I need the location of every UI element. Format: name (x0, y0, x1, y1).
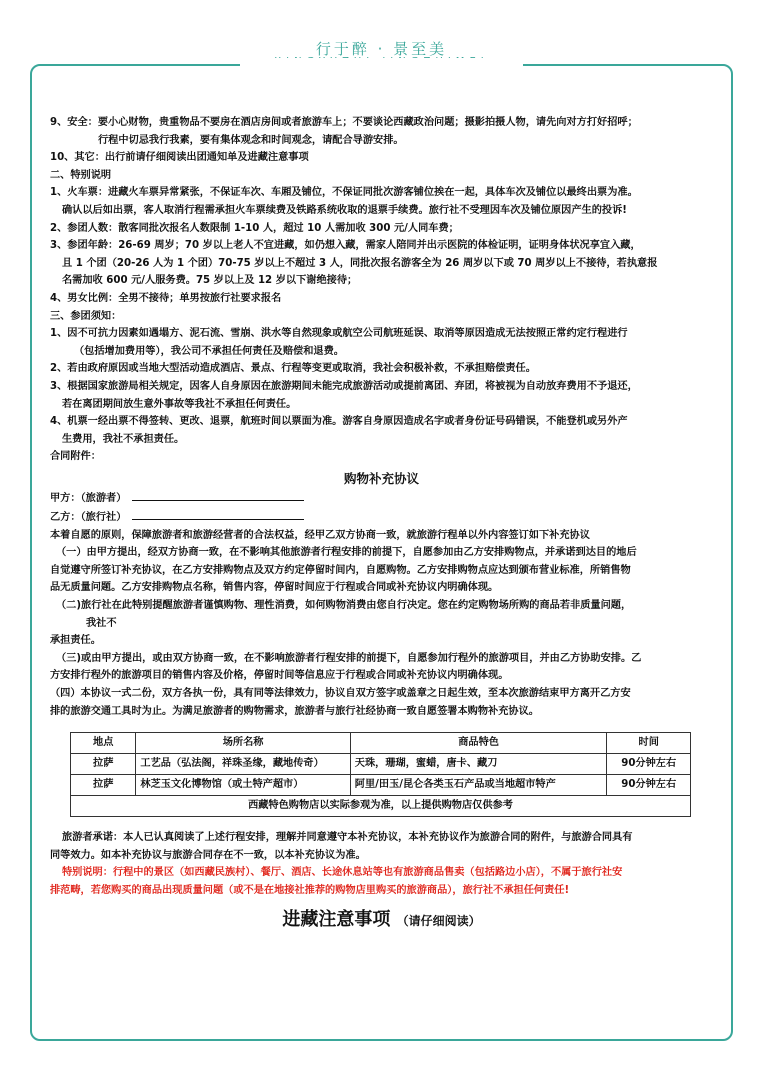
force-majeure-line-cont: （包括增加费用等），我公司不承担任何责任及赔偿和退费。 (74, 345, 344, 357)
agreement-paragraph: 排的旅游交通工具时为止。为满足旅游者的购物需求，旅游者与旅行社经协商一致自愿签署本购物补充协议。 (50, 705, 539, 717)
safety-line-cont: 行程中切忌我行我素，要有集体观念和时间观念，请配合导游安排。 (98, 134, 404, 146)
agreement-paragraph: 本着自愿的原则，保障旅游者和旅游经营者的合法权益，经甲乙双方协商一致，就旅游行程单以外内容签订如下补充协议 (50, 529, 590, 541)
group-size-line: 2、参团人数：散客同批次报名人数限制 1-10 人，超过 10 人需加收 300 元/人同车费； (50, 222, 459, 234)
table-header-cell: 商品特色 (350, 733, 607, 754)
party-b-label: 乙方：（旅行社） (50, 512, 127, 524)
table-header-cell: 地点 (71, 733, 136, 754)
special-note-line: 特别说明：行程中的景区（如西藏民族村）、餐厅、酒店、长途休息站等也有旅游商品售卖（包括路边小店），不属于旅行社安 (62, 867, 623, 879)
section-heading-special: 二、特别说明 (50, 169, 112, 181)
tibet-notice-title-sub: （请仔细阅读） (396, 913, 481, 928)
commitment-line-cont: 同等效力。如本补充协议与旅游合同存在不一致，以本补充协议为准。 (50, 849, 366, 861)
table-note: 西藏特色购物店以实际参观为准，以上提供购物店仅供参考 (71, 796, 691, 817)
table-header-cell: 时间 (607, 733, 691, 754)
table-cell: 90分钟左右 (607, 754, 691, 775)
agreement-paragraph: 承担责任。 (50, 635, 101, 647)
special-note-line-cont: 排范畴，若您购买的商品出现质量问题（或不是在地接社推荐的购物店里购买的旅游商品），旅行社不承担任何责任! (50, 884, 570, 896)
train-ticket-line: 1、火车票：进藏火车票异常紧张，不保证车次、车厢及铺位，不保证同批次游客铺位挨在一起，具体车次及铺位以最终出票为准。 (50, 187, 638, 199)
flight-ticket-line: 4、机票一经出票不得签转、更改、退票，航班时间以票面为准。游客自身原因造成名字或者身份证号码错误，不能登机或另外产 (50, 416, 628, 428)
agreement-paragraph: （一）由甲方提出，经双方协商一致，在不影响其他旅游者行程安排的前提下，自愿参加由乙方安排购物点，并承诺到达目的地后 (56, 547, 637, 559)
age-line: 3、参团年龄：26-69 周岁；70 岁以上老人不宜进藏，如仍想入藏，需家人陪同并出示医院的体检证明，证明身体状况享宜入藏， (50, 240, 641, 252)
agreement-paragraph: （二)旅行社在此特别提醒旅游者谨慎购物、理性消费，如何购物消费由您自行决定。您在约定购物场所购的商品若非质量问题， (56, 600, 632, 612)
brand-name-cn: 行于醉 · 景至美 (315, 40, 448, 58)
table-cell: 林芝玉文化博物馆（或土特产超市） (136, 775, 350, 796)
party-a-blank (132, 489, 304, 501)
party-a-label: 甲方：（旅游者） (50, 493, 127, 505)
agreement-paragraph: 方安排行程外的旅游项目的销售内容及价格，停留时间等信息应于行程或合同或补充协议内明确体现。 (50, 670, 509, 682)
party-a-line (50, 489, 713, 508)
regulation-line: 3、根据国家旅游局相关规定，因客人自身原因在旅游期间未能完成旅游活动或提前离团、弃团，将被视为自动放弃费用不予退还， (50, 380, 638, 392)
table-header-cell: 场所名称 (136, 733, 350, 754)
contract-attachment-heading: 合同附件： (50, 451, 101, 463)
agreement-paragraph: 我社不 (86, 617, 117, 629)
force-majeure-line: 1、因不可抗力因素如遇塌方、泥石流、雪崩、洪水等自然现象或航空公司航班延误、取消等原因造成无法按照正常约定行程进行 (50, 328, 628, 340)
document-content (50, 114, 713, 933)
regulation-line-cont: 若在离团期间放生意外事故等我社不承担任何责任。 (62, 398, 297, 410)
party-b-blank (132, 508, 304, 520)
shopping-table (70, 732, 691, 817)
party-b-line (50, 508, 713, 527)
table-cell: 90分钟左右 (607, 775, 691, 796)
safety-line: 9、安全：要小心财物，贵重物品不要房在酒店房间或者旅游车上；不要谈论西藏政治问题；摄影拍摄人物，请先向对方打好招呼； (50, 117, 638, 128)
table-row (71, 754, 691, 775)
table-cell: 工艺品（弘法阁，祥珠圣缘，藏地传奇） (136, 754, 350, 775)
tibet-notice-title (50, 908, 713, 933)
section-heading-notice: 三、参团须知： (50, 310, 122, 322)
table-cell: 阿里/田玉/昆仑各类玉石产品或当地超市特产 (350, 775, 607, 796)
age-line-cont-1: 且 1 个团（20-26 人为 1 个团）70-75 岁以上不超过 3 人，同批次报名游客全为 26 周岁以下或 70 周岁以上不接待，若执意报 (62, 257, 658, 269)
government-line: 2、若由政府原因或当地大型活动造成酒店、景点、行程等变更或取消，我社会积极补救，不承担赔偿责任。 (50, 363, 536, 375)
train-ticket-complaint-text: 旅行社不受理因车次及铺位原因产生的投诉! (428, 204, 627, 216)
agreement-title: 购物补充协议 (343, 470, 419, 486)
table-header-row (71, 733, 691, 754)
flight-ticket-line-cont: 生费用，我社不承担责任。 (62, 433, 185, 445)
table-cell: 拉萨 (71, 754, 136, 775)
frame-header-gap (240, 58, 523, 70)
train-ticket-line-cont (50, 202, 713, 220)
table-note-row (71, 796, 691, 817)
table-cell: 天珠，珊瑚，蜜蜡，唐卡、藏刀 (350, 754, 607, 775)
train-ticket-refund-text: 确认以后如出票，客人取消行程需承担火车票续费及铁路系统收取的退票手续费。 (62, 204, 429, 216)
agreement-paragraph: 自觉遵守所签订补充协议，在乙方安排购物点及双方约定停留时间内，自愿购物。乙方安排购物点应达到颁布营业标准，所销售物 (50, 564, 631, 576)
table-cell: 拉萨 (71, 775, 136, 796)
other-line: 10、其它：出行前请仔细阅读出团通知单及进藏注意事项 (50, 152, 309, 164)
table-row (71, 775, 691, 796)
commitment-line: 旅游者承诺：本人已认真阅读了上述行程安排，理解并同意遵守本补充协议，本补充协议作为旅游合同的附件，与旅游合同具有 (62, 832, 633, 844)
agreement-paragraph: （三)或由甲方提出，或由双方协商一致，在不影响旅游者行程安排的前提下，自愿参加行程外的旅游项目，并由乙方协助安排。乙 (56, 652, 642, 664)
tibet-notice-title-main: 进藏注意事项 (282, 908, 391, 930)
agreement-paragraph: 品无质量问题。乙方安排购物点名称，销售内容，停留时间应于行程或合同或补充协议内明确体现。 (50, 582, 499, 594)
agreement-paragraph: （四）本协议一式二份，双方各执一份，具有同等法律效力，协议自双方签字或盖章之日起生效，至本次旅游结束甲方离开乙方安 (50, 688, 631, 699)
gender-ratio-line: 4、男女比例：全男不接待；单男按旅行社要求报名 (50, 292, 282, 304)
age-line-cont-2: 名需加收 600 元/人服务费。75 岁以上及 12 岁以下谢绝接待； (62, 275, 358, 287)
